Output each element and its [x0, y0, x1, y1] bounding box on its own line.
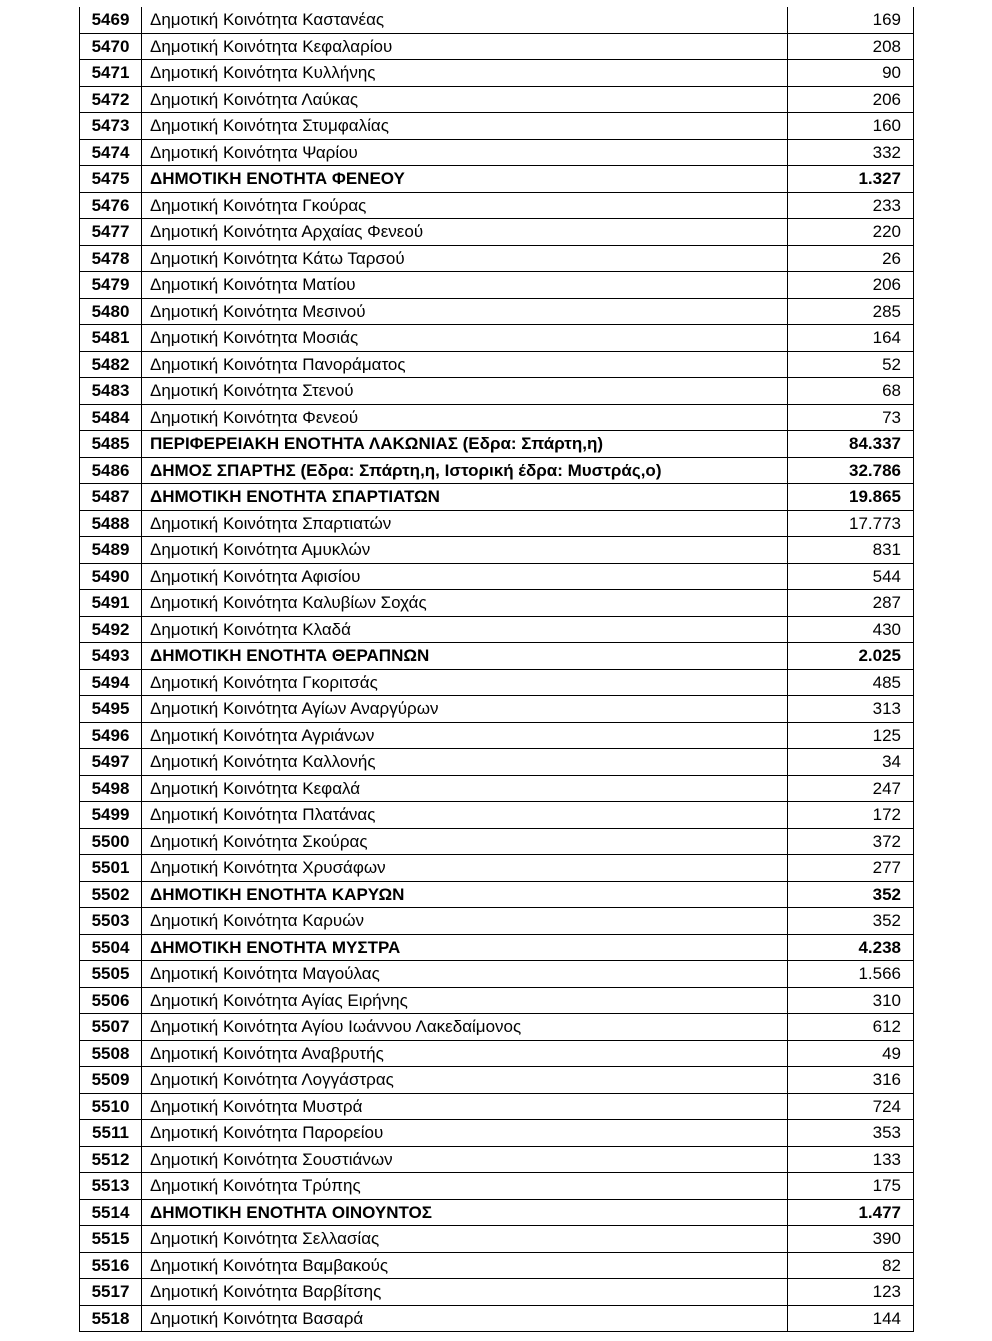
row-name: Δημοτική Κοινότητα Ματίου [142, 272, 788, 299]
row-name: Δημοτική Κοινότητα Στενού [142, 378, 788, 405]
row-name: Δημοτική Κοινότητα Κλαδά [142, 616, 788, 643]
row-name: Δημοτική Κοινότητα Μοσιάς [142, 325, 788, 352]
table-body [80, 7, 914, 1332]
row-value: 32.786 [788, 457, 914, 484]
table-row [80, 431, 914, 458]
row-value: 277 [788, 855, 914, 882]
table-row [80, 1305, 914, 1332]
row-id: 5502 [80, 881, 142, 908]
row-value: 2.025 [788, 643, 914, 670]
row-id: 5481 [80, 325, 142, 352]
row-id: 5512 [80, 1146, 142, 1173]
table-row [80, 510, 914, 537]
population-table [79, 7, 914, 1332]
row-id: 5472 [80, 86, 142, 113]
row-value: 332 [788, 139, 914, 166]
row-id: 5498 [80, 775, 142, 802]
row-id: 5497 [80, 749, 142, 776]
row-id: 5495 [80, 696, 142, 723]
row-value: 313 [788, 696, 914, 723]
table-row [80, 775, 914, 802]
row-value: 485 [788, 669, 914, 696]
row-value: 316 [788, 1067, 914, 1094]
row-id: 5508 [80, 1040, 142, 1067]
row-value: 1.327 [788, 166, 914, 193]
row-name: Δημοτική Κοινότητα Τρύπης [142, 1173, 788, 1200]
row-id: 5491 [80, 590, 142, 617]
row-id: 5501 [80, 855, 142, 882]
row-name: Δημοτική Κοινότητα Πλατάνας [142, 802, 788, 829]
table-row [80, 881, 914, 908]
table-row [80, 802, 914, 829]
table-row [80, 722, 914, 749]
table-row [80, 855, 914, 882]
row-name: Δημοτική Κοινότητα Αμυκλών [142, 537, 788, 564]
row-id: 5503 [80, 908, 142, 935]
row-value: 430 [788, 616, 914, 643]
row-name: Δημοτική Κοινότητα Κεφαλαρίου [142, 33, 788, 60]
row-value: 52 [788, 351, 914, 378]
row-value: 144 [788, 1305, 914, 1332]
table-row [80, 139, 914, 166]
row-id: 5476 [80, 192, 142, 219]
row-value: 390 [788, 1226, 914, 1253]
row-id: 5500 [80, 828, 142, 855]
table-row [80, 192, 914, 219]
row-id: 5471 [80, 60, 142, 87]
table-row [80, 404, 914, 431]
row-name: Δημοτική Κοινότητα Αναβρυτής [142, 1040, 788, 1067]
row-name: Δημοτική Κοινότητα Καλυβίων Σοχάς [142, 590, 788, 617]
row-value: 160 [788, 113, 914, 140]
row-name: ΔΗΜΟΤΙΚΗ ΕΝΟΤΗΤΑ ΜΥΣΤΡΑ [142, 934, 788, 961]
row-value: 544 [788, 563, 914, 590]
table-row [80, 1252, 914, 1279]
population-table-container [79, 7, 914, 1332]
row-id: 5488 [80, 510, 142, 537]
row-id: 5506 [80, 987, 142, 1014]
row-name: ΔΗΜΟΤΙΚΗ ΕΝΟΤΗΤΑ ΦΕΝΕΟΥ [142, 166, 788, 193]
row-name: Δημοτική Κοινότητα Στυμφαλίας [142, 113, 788, 140]
table-row [80, 484, 914, 511]
row-name: Δημοτική Κοινότητα Βασαρά [142, 1305, 788, 1332]
table-row [80, 1067, 914, 1094]
row-id: 5487 [80, 484, 142, 511]
row-name: Δημοτική Κοινότητα Καστανέας [142, 7, 788, 33]
row-id: 5509 [80, 1067, 142, 1094]
table-row [80, 1093, 914, 1120]
row-value: 172 [788, 802, 914, 829]
row-value: 90 [788, 60, 914, 87]
row-id: 5517 [80, 1279, 142, 1306]
row-id: 5469 [80, 7, 142, 33]
table-row [80, 908, 914, 935]
row-id: 5514 [80, 1199, 142, 1226]
table-row [80, 1279, 914, 1306]
row-id: 5516 [80, 1252, 142, 1279]
table-row [80, 934, 914, 961]
row-name: Δημοτική Κοινότητα Σελλασίας [142, 1226, 788, 1253]
table-row [80, 828, 914, 855]
row-id: 5474 [80, 139, 142, 166]
table-row [80, 669, 914, 696]
table-row [80, 1199, 914, 1226]
row-name: Δημοτική Κοινότητα Κεφαλά [142, 775, 788, 802]
row-id: 5478 [80, 245, 142, 272]
table-row [80, 1040, 914, 1067]
row-value: 26 [788, 245, 914, 272]
table-row [80, 961, 914, 988]
row-name: Δημοτική Κοινότητα Αγίου Ιωάννου Λακεδαίμονος [142, 1014, 788, 1041]
row-name: Δημοτική Κοινότητα Βαμβακούς [142, 1252, 788, 1279]
table-row [80, 1146, 914, 1173]
row-value: 164 [788, 325, 914, 352]
row-value: 123 [788, 1279, 914, 1306]
row-value: 831 [788, 537, 914, 564]
table-row [80, 457, 914, 484]
row-name: Δημοτική Κοινότητα Γκοριτσάς [142, 669, 788, 696]
row-name: Δημοτική Κοινότητα Σπαρτιατών [142, 510, 788, 537]
row-id: 5496 [80, 722, 142, 749]
table-row [80, 298, 914, 325]
row-name: Δημοτική Κοινότητα Αγίας Ειρήνης [142, 987, 788, 1014]
row-value: 206 [788, 272, 914, 299]
row-name: Δημοτική Κοινότητα Γκούρας [142, 192, 788, 219]
row-id: 5470 [80, 33, 142, 60]
row-id: 5485 [80, 431, 142, 458]
row-value: 125 [788, 722, 914, 749]
row-id: 5510 [80, 1093, 142, 1120]
table-row [80, 325, 914, 352]
row-id: 5494 [80, 669, 142, 696]
row-value: 49 [788, 1040, 914, 1067]
row-name: Δημοτική Κοινότητα Κυλλήνης [142, 60, 788, 87]
row-value: 17.773 [788, 510, 914, 537]
row-name: Δημοτική Κοινότητα Σουστιάνων [142, 1146, 788, 1173]
row-id: 5479 [80, 272, 142, 299]
row-value: 73 [788, 404, 914, 431]
row-name: Δημοτική Κοινότητα Καλλονής [142, 749, 788, 776]
row-value: 353 [788, 1120, 914, 1147]
table-row [80, 590, 914, 617]
table-row [80, 7, 914, 33]
row-id: 5482 [80, 351, 142, 378]
table-row [80, 1014, 914, 1041]
row-name: Δημοτική Κοινότητα Καρυών [142, 908, 788, 935]
row-name: ΔΗΜΟΤΙΚΗ ΕΝΟΤΗΤΑ ΣΠΑΡΤΙΑΤΩΝ [142, 484, 788, 511]
row-value: 19.865 [788, 484, 914, 511]
row-name: ΔΗΜΟΤΙΚΗ ΕΝΟΤΗΤΑ ΘΕΡΑΠΝΩΝ [142, 643, 788, 670]
row-value: 133 [788, 1146, 914, 1173]
row-name: Δημοτική Κοινότητα Ψαρίου [142, 139, 788, 166]
table-row [80, 378, 914, 405]
row-value: 352 [788, 881, 914, 908]
row-id: 5492 [80, 616, 142, 643]
row-id: 5473 [80, 113, 142, 140]
row-id: 5505 [80, 961, 142, 988]
row-name: ΔΗΜΟΤΙΚΗ ΕΝΟΤΗΤΑ ΚΑΡΥΩΝ [142, 881, 788, 908]
row-name: Δημοτική Κοινότητα Χρυσάφων [142, 855, 788, 882]
row-value: 208 [788, 33, 914, 60]
table-row [80, 643, 914, 670]
row-name: Δημοτική Κοινότητα Βαρβίτσης [142, 1279, 788, 1306]
row-id: 5511 [80, 1120, 142, 1147]
table-row [80, 749, 914, 776]
table-row [80, 272, 914, 299]
row-id: 5493 [80, 643, 142, 670]
table-row [80, 1173, 914, 1200]
row-name: Δημοτική Κοινότητα Κάτω Ταρσού [142, 245, 788, 272]
row-value: 352 [788, 908, 914, 935]
table-row [80, 113, 914, 140]
row-id: 5489 [80, 537, 142, 564]
table-row [80, 86, 914, 113]
row-name: Δημοτική Κοινότητα Μυστρά [142, 1093, 788, 1120]
table-row [80, 33, 914, 60]
row-value: 310 [788, 987, 914, 1014]
table-row [80, 1226, 914, 1253]
row-name: Δημοτική Κοινότητα Αρχαίας Φενεού [142, 219, 788, 246]
row-id: 5513 [80, 1173, 142, 1200]
row-value: 82 [788, 1252, 914, 1279]
row-name: ΔΗΜΟΣ ΣΠΑΡΤΗΣ (Εδρα: Σπάρτη,η, Ιστορική έδρα: Μυστράς,ο) [142, 457, 788, 484]
table-row [80, 219, 914, 246]
row-value: 285 [788, 298, 914, 325]
row-value: 612 [788, 1014, 914, 1041]
row-name: ΔΗΜΟΤΙΚΗ ΕΝΟΤΗΤΑ ΟΙΝΟΥΝΤΟΣ [142, 1199, 788, 1226]
table-row [80, 537, 914, 564]
table-row [80, 696, 914, 723]
table-row [80, 60, 914, 87]
table-row [80, 166, 914, 193]
table-row [80, 351, 914, 378]
row-id: 5499 [80, 802, 142, 829]
row-name: Δημοτική Κοινότητα Λογγάστρας [142, 1067, 788, 1094]
table-row [80, 987, 914, 1014]
row-name: ΠΕΡΙΦΕΡΕΙΑΚΗ ΕΝΟΤΗΤΑ ΛΑΚΩΝΙΑΣ (Εδρα: Σπάρτη,η) [142, 431, 788, 458]
row-value: 233 [788, 192, 914, 219]
row-name: Δημοτική Κοινότητα Λαύκας [142, 86, 788, 113]
row-id: 5490 [80, 563, 142, 590]
row-id: 5483 [80, 378, 142, 405]
row-id: 5475 [80, 166, 142, 193]
row-value: 1.566 [788, 961, 914, 988]
row-value: 34 [788, 749, 914, 776]
row-id: 5480 [80, 298, 142, 325]
row-name: Δημοτική Κοινότητα Αγίων Αναργύρων [142, 696, 788, 723]
row-id: 5507 [80, 1014, 142, 1041]
row-id: 5515 [80, 1226, 142, 1253]
row-name: Δημοτική Κοινότητα Παρορείου [142, 1120, 788, 1147]
table-row [80, 616, 914, 643]
row-id: 5486 [80, 457, 142, 484]
row-value: 175 [788, 1173, 914, 1200]
row-id: 5484 [80, 404, 142, 431]
row-value: 206 [788, 86, 914, 113]
row-name: Δημοτική Κοινότητα Αγριάνων [142, 722, 788, 749]
row-value: 372 [788, 828, 914, 855]
row-value: 84.337 [788, 431, 914, 458]
row-id: 5504 [80, 934, 142, 961]
row-value: 4.238 [788, 934, 914, 961]
row-value: 1.477 [788, 1199, 914, 1226]
row-name: Δημοτική Κοινότητα Πανοράματος [142, 351, 788, 378]
table-row [80, 245, 914, 272]
table-row [80, 1120, 914, 1147]
row-name: Δημοτική Κοινότητα Φενεού [142, 404, 788, 431]
row-name: Δημοτική Κοινότητα Μεσινού [142, 298, 788, 325]
row-value: 169 [788, 7, 914, 33]
row-name: Δημοτική Κοινότητα Σκούρας [142, 828, 788, 855]
row-value: 287 [788, 590, 914, 617]
row-id: 5477 [80, 219, 142, 246]
row-value: 724 [788, 1093, 914, 1120]
row-value: 68 [788, 378, 914, 405]
table-row [80, 563, 914, 590]
row-name: Δημοτική Κοινότητα Μαγούλας [142, 961, 788, 988]
row-name: Δημοτική Κοινότητα Αφισίου [142, 563, 788, 590]
row-value: 247 [788, 775, 914, 802]
row-id: 5518 [80, 1305, 142, 1332]
row-value: 220 [788, 219, 914, 246]
